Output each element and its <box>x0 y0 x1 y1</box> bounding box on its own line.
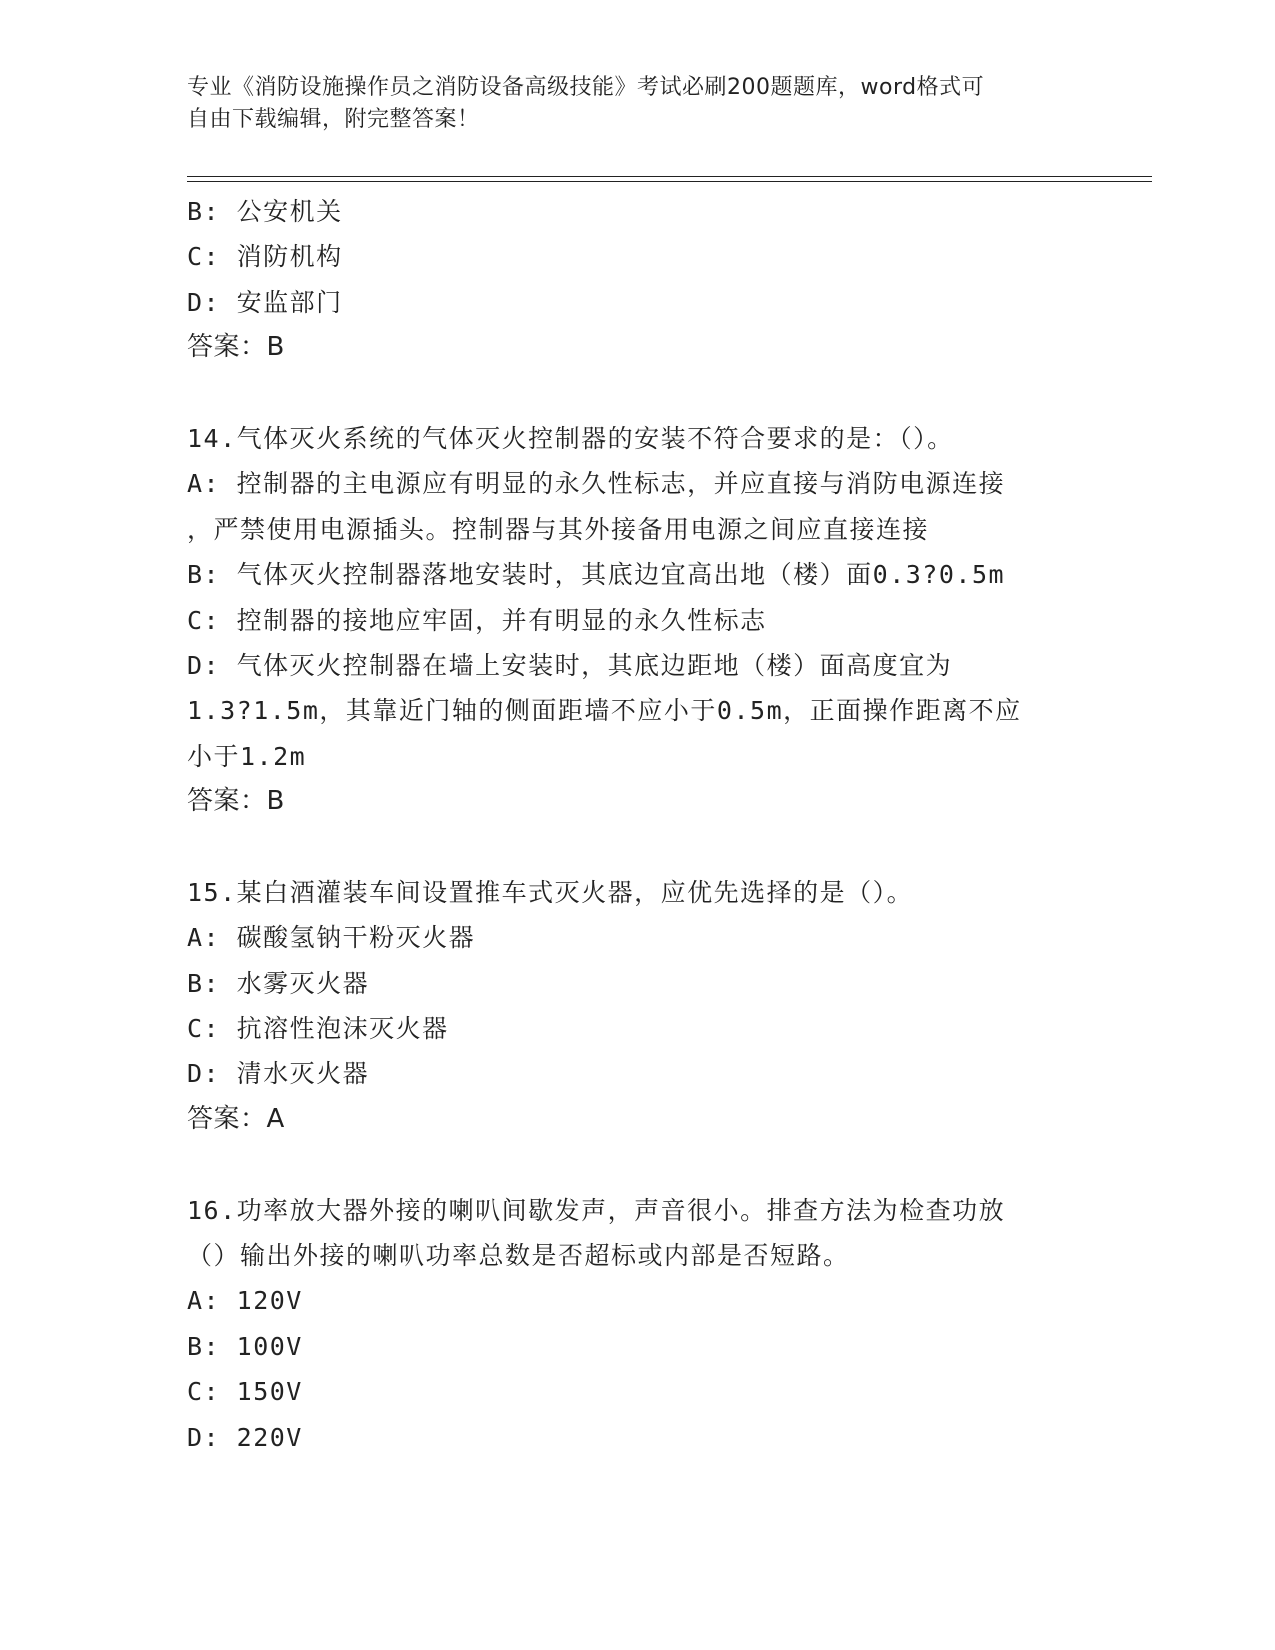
option-b: B: 气体灭火控制器落地安装时，其底边宜高出地（楼）面0.3?0.5m <box>187 560 1006 590</box>
question-text: 15.某白酒灌装车间设置推车式灭火器，应优先选择的是（）。 <box>187 877 914 907</box>
option-d: D: 安监部门 <box>187 287 343 317</box>
option-d: D: 清水灭火器 <box>187 1059 370 1089</box>
option-d-line-3: 小于1.2m <box>187 741 307 771</box>
option-d: D: 220V <box>187 1422 303 1452</box>
page-header <box>187 72 1067 136</box>
question-spacer <box>187 1142 1087 1187</box>
answer-label: 答案：A <box>187 1103 285 1134</box>
question-14 <box>187 416 1087 825</box>
question-15 <box>187 870 1087 1142</box>
question-16 <box>187 1188 1087 1460</box>
header-divider-bottom <box>187 181 1152 182</box>
option-d-line-2: 1.3?1.5m，其靠近门轴的侧面距墙不应小于0.5m，正面操作距离不应 <box>187 696 1022 726</box>
answer-label: 答案：B <box>187 332 285 363</box>
option-b: B: 公安机关 <box>187 197 343 226</box>
option-a-line-2: ，严禁使用电源插头。控制器与其外接备用电源之间应直接连接 <box>187 514 930 544</box>
option-c: C: 150V <box>187 1377 303 1407</box>
option-b: B: 100V <box>187 1331 303 1361</box>
header-title-line-2: 自由下载编辑，附完整答案！ <box>187 107 480 132</box>
option-a-line-1: A: 控制器的主电源应有明显的永久性标志，并应直接与消防电源连接 <box>187 469 1006 499</box>
option-c: C: 消防机构 <box>187 242 343 272</box>
header-divider-top <box>187 176 1152 177</box>
answer-label: 答案：B <box>187 786 285 817</box>
option-a: A: 120V <box>187 1286 303 1316</box>
option-d-line-1: D: 气体灭火控制器在墙上安装时，其底边距地（楼）面高度宜为 <box>187 650 953 680</box>
question-list <box>187 189 1087 1460</box>
option-c: C: 控制器的接地应牢固，并有明显的永久性标志 <box>187 605 767 635</box>
option-b: B: 水雾灭火器 <box>187 968 370 998</box>
question-text: 14.气体灭火系统的气体灭火控制器的安装不符合要求的是：（）。 <box>187 423 954 453</box>
question-text-line-1: 16.功率放大器外接的喇叭间歇发声，声音很小。排查方法为检查功放 <box>187 1195 1006 1225</box>
question-text-line-2: （）输出外接的喇叭功率总数是否超标或内部是否短路。 <box>187 1240 850 1270</box>
question-spacer <box>187 824 1087 869</box>
question-13 <box>187 189 1087 371</box>
question-spacer <box>187 371 1087 416</box>
option-a: A: 碳酸氢钠干粉灭火器 <box>187 923 476 953</box>
header-title-line-1: 专业《消防设施操作员之消防设备高级技能》考试必刷200题题库，word格式可 <box>187 75 985 100</box>
option-c: C: 抗溶性泡沫灭火器 <box>187 1014 449 1044</box>
